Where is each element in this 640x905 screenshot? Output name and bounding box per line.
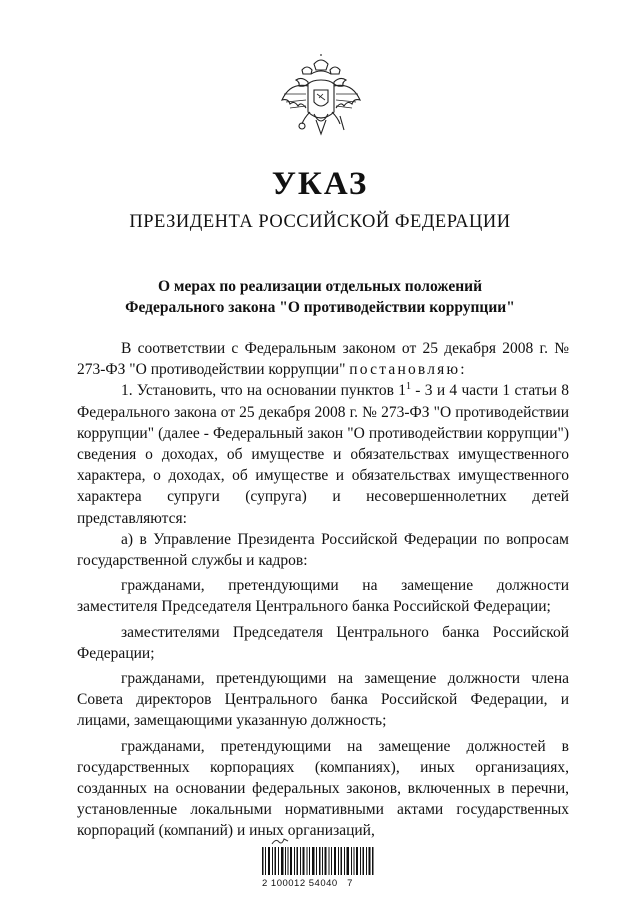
paragraph-a-item-2: заместителями Председателя Центрального банка Российской Федерации; — [77, 623, 569, 662]
intro-text: В соответствии с Федеральным законом от 25 декабря 2008 г. № 273-ФЗ "О противодействии коррупции" — [77, 340, 569, 379]
paragraph-a-item-1: гражданами, претендующими на замещение должности заместителя Председателя Центрального банка Российской Федерации; — [77, 577, 569, 616]
intro-paragraph — [77, 338, 569, 380]
intro-colon: : — [460, 361, 465, 379]
paragraph-1-start: 1. Установить, что на основании пунктов 1 — [121, 382, 406, 400]
paragraph-a-item-3: гражданами, претендующими на замещение должности члена Совета директоров Центрального банка Российской Федерации, и лицами, замещающими указанную должность; — [77, 670, 569, 730]
document-subtitle: ПРЕЗИДЕНТА РОССИЙСКОЙ ФЕДЕРАЦИИ — [129, 212, 511, 232]
barcode-number: 2 100012 54040 7 — [262, 878, 353, 889]
decree-heading — [0, 276, 640, 318]
decree-word: постановляю — [349, 361, 461, 379]
paragraph-1-superscript: 1 — [405, 381, 411, 393]
signature-mark-icon — [270, 836, 290, 846]
paragraph-1 — [77, 380, 569, 528]
paragraph-1-rest: - 3 и 4 части 1 статьи 8 Федерального закона от 25 декабря 2008 г. № 273-ФЗ "О противодействии коррупции" (далее - Федеральный закон "О противодействии коррупции") сведения о доходах, об имуществе и обязательствах имущественного характера, о доходах, об имуществе и обязательствах имущественного характера супруги (супруга) и несовершеннолетних детей представляются: — [77, 382, 569, 527]
heading-line-2: Федерального закона "О противодействии коррупции" — [125, 299, 515, 316]
heading-line-1: О мерах по реализации отдельных положений — [157, 278, 483, 295]
document-title: УКАЗ — [271, 166, 369, 202]
coat-of-arms-emblem — [276, 54, 366, 148]
barcode-icon — [262, 847, 374, 875]
paragraph-a-item-4: гражданами, претендующими на замещение должностей в государственных корпорациях (компаниях), иных организациях, созданных на основании федеральных законов, включенных в перечни, установленные локальными нормативными актами государственных корпораций (компаний) и иных организаций, — [77, 737, 569, 840]
paragraph-a: а) в Управление Президента Российской Федерации по вопросам государственной службы и кадров: — [77, 530, 569, 570]
decree-body — [77, 338, 569, 842]
